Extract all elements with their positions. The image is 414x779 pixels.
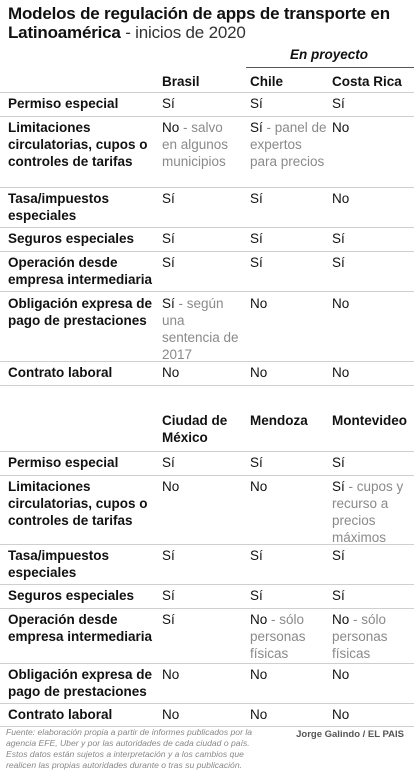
- table-cell: [332, 364, 408, 381]
- column-header: Brasil: [162, 74, 200, 89]
- row-label: Tasa/impuestos especiales: [8, 191, 110, 223]
- cell-value: Sí: [332, 479, 345, 494]
- table-cell: [332, 454, 408, 471]
- cell-value: No: [162, 667, 180, 682]
- cell-value: Sí: [162, 612, 175, 627]
- table-cell: [162, 230, 240, 247]
- table-cell: [332, 295, 408, 312]
- cell-value: No: [162, 479, 180, 494]
- row-divider: [0, 116, 414, 117]
- row-divider: [0, 385, 414, 386]
- row-divider: [0, 92, 414, 93]
- cell-value: Sí: [250, 588, 263, 603]
- cell-value: Sí: [250, 191, 263, 206]
- cell-value: No: [332, 667, 350, 682]
- row-label: Limitaciones circulatorias, cupos o controles de tarifas: [8, 120, 148, 169]
- row-label: Obligación expresa de pago de prestaciones: [8, 667, 153, 699]
- table-cell: [162, 478, 240, 495]
- cell-note: - sólo personas físicas: [332, 612, 388, 661]
- cell-value: Sí: [162, 588, 175, 603]
- cell-value: Sí: [162, 96, 175, 111]
- table-cell: [250, 587, 328, 604]
- title-date: - inicios de 2020: [120, 23, 246, 42]
- table-cell: [332, 95, 408, 112]
- table-cell: [332, 230, 408, 247]
- table-cell: [250, 119, 328, 170]
- cell-value: Sí: [250, 548, 263, 563]
- table-cell: [332, 190, 408, 207]
- column-header: Mendoza: [250, 413, 308, 428]
- table-cell: [332, 666, 408, 683]
- cell-value: Sí: [162, 191, 175, 206]
- cell-value: Sí: [162, 255, 175, 270]
- row-divider: [0, 451, 414, 452]
- row-label: Contrato laboral: [8, 707, 113, 722]
- row-divider: [0, 187, 414, 188]
- credit: Jorge Galindo / EL PAIS: [296, 729, 404, 740]
- row-divider: [0, 608, 414, 609]
- row-label: Tasa/impuestos especiales: [8, 548, 110, 580]
- table-cell: [250, 478, 328, 495]
- table-cell: [250, 230, 328, 247]
- column-header: Montevideo: [332, 413, 408, 428]
- table-cell: [332, 706, 408, 723]
- table-cell: [250, 666, 328, 683]
- cell-value: Sí: [250, 255, 263, 270]
- table-cell: [250, 364, 328, 381]
- table-cell: [162, 295, 240, 363]
- table-cell: [162, 454, 240, 471]
- cell-note: - cupos y recurso a precios máximos: [332, 479, 404, 545]
- cell-value: No: [162, 365, 180, 380]
- table-cell: [162, 611, 240, 628]
- row-label: Operación desde empresa intermediaria: [8, 255, 153, 287]
- cell-value: No: [162, 707, 180, 722]
- table-cell: [162, 364, 240, 381]
- table-cell: [162, 95, 240, 112]
- row-divider: [0, 703, 414, 704]
- cell-value: Sí: [162, 296, 175, 311]
- row-divider: [0, 475, 414, 476]
- table-cell: [162, 587, 240, 604]
- row-divider: [0, 291, 414, 292]
- table-cell: [162, 706, 240, 723]
- cell-note: - según una sentencia de 2017: [162, 296, 239, 362]
- cell-note: - sólo personas físicas: [250, 612, 306, 661]
- table-cell: [162, 190, 240, 207]
- table-cell: [250, 295, 328, 312]
- row-label: Permiso especial: [8, 455, 119, 470]
- row-label: Contrato laboral: [8, 365, 113, 380]
- group-label-en-proyecto: En proyecto: [290, 47, 369, 62]
- column-header: Chile: [250, 74, 284, 89]
- row-label: Operación desde empresa intermediaria: [8, 612, 153, 644]
- source-note: Fuente: elaboración propia a partir de informes publicados por la agencia EFE, Uber y por las autoridades de cada ciudad o país. Estos datos están sujetos a interpretación y a los cambios que realicen las propias autoridades durante o tras su publicación.: [6, 727, 253, 770]
- row-divider: [0, 227, 414, 228]
- row-divider: [0, 584, 414, 585]
- row-divider: [0, 251, 414, 252]
- row-label: Obligación expresa de pago de prestaciones: [8, 296, 153, 328]
- table-cell: [332, 478, 408, 546]
- cell-value: No: [332, 191, 350, 206]
- table-cell: [250, 611, 328, 662]
- cell-value: No: [162, 120, 180, 135]
- column-header: Ciudad de México: [162, 413, 228, 445]
- chart-title: [8, 4, 408, 42]
- table-cell: [250, 454, 328, 471]
- table-cell: [332, 254, 408, 271]
- cell-value: No: [250, 707, 268, 722]
- column-header: Costa Rica: [332, 74, 402, 89]
- cell-value: Sí: [332, 588, 345, 603]
- cell-value: No: [250, 612, 268, 627]
- row-label: Seguros especiales: [8, 588, 135, 603]
- cell-value: No: [250, 667, 268, 682]
- table-cell: [332, 547, 408, 564]
- table-cell: [162, 547, 240, 564]
- group-underline: [246, 67, 414, 68]
- title-main: Modelos de regulación de apps de transporte en Latinoamérica: [8, 4, 390, 42]
- cell-value: No: [332, 365, 350, 380]
- row-label: Permiso especial: [8, 96, 119, 111]
- cell-value: Sí: [250, 231, 263, 246]
- row-label: Seguros especiales: [8, 231, 135, 246]
- table-cell: [250, 706, 328, 723]
- cell-value: Sí: [250, 96, 263, 111]
- table-cell: [250, 254, 328, 271]
- cell-value: No: [332, 707, 350, 722]
- cell-value: Sí: [250, 120, 263, 135]
- cell-value: Sí: [162, 231, 175, 246]
- table-cell: [250, 190, 328, 207]
- table-cell: [332, 611, 408, 662]
- cell-value: Sí: [332, 255, 345, 270]
- cell-value: No: [332, 612, 350, 627]
- table-cell: [250, 95, 328, 112]
- table-cell: [332, 119, 408, 136]
- table-cell: [162, 666, 240, 683]
- cell-value: No: [250, 479, 268, 494]
- table-cell: [162, 119, 240, 170]
- row-divider: [0, 663, 414, 664]
- table-cell: [332, 587, 408, 604]
- cell-value: Sí: [162, 548, 175, 563]
- cell-value: Sí: [250, 455, 263, 470]
- cell-value: No: [332, 296, 350, 311]
- cell-value: Sí: [332, 455, 345, 470]
- row-label: Limitaciones circulatorias, cupos o controles de tarifas: [8, 479, 148, 528]
- table-cell: [162, 254, 240, 271]
- cell-value: No: [250, 365, 268, 380]
- cell-value: No: [332, 120, 350, 135]
- cell-value: No: [250, 296, 268, 311]
- cell-note: - salvo en algunos municipios: [162, 120, 229, 169]
- cell-value: Sí: [332, 96, 345, 111]
- table-cell: [250, 547, 328, 564]
- cell-value: Sí: [162, 455, 175, 470]
- cell-value: Sí: [332, 231, 345, 246]
- cell-note: - panel de expertos para precios: [250, 120, 327, 169]
- cell-value: Sí: [332, 548, 345, 563]
